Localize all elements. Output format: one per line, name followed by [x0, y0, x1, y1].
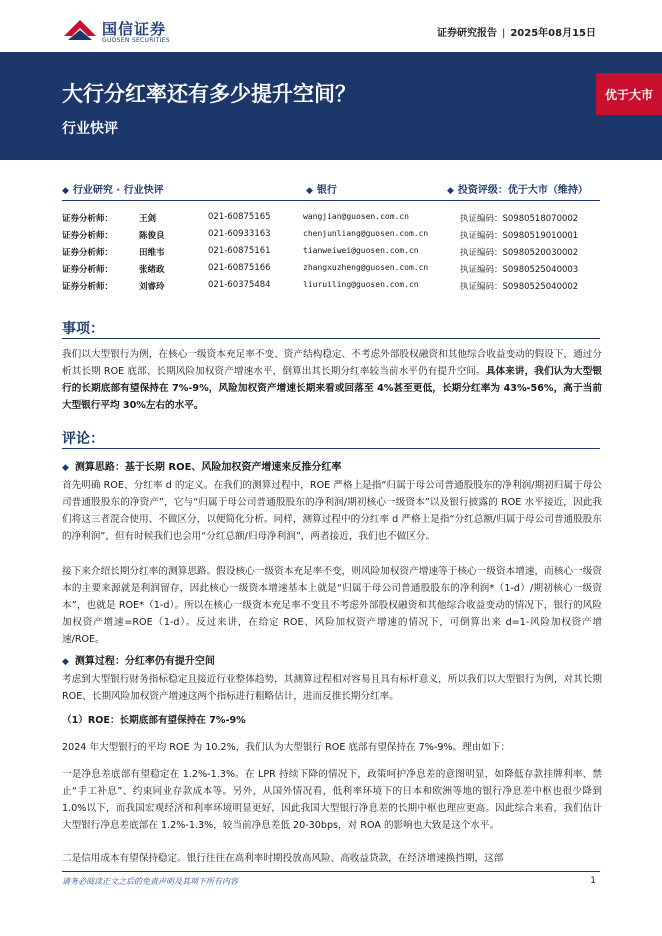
- report-subtitle: 行业快评: [62, 121, 118, 137]
- sector-label: ◆ 银行: [306, 185, 337, 196]
- paragraph-process: 考虑到大型银行财务指标稳定且接近行业整体趋势，其测算过程相对容易且具有标杆意义，所以我们以大型银行为例，对其长期 ROE、长期风险加权资产增速这两个指标进行粗略估计，进而反推长期分红率。: [62, 674, 602, 702]
- report-type: 证券研究报告: [436, 28, 497, 39]
- bullet-heading-process: ◆ 测算过程：分红率仍有提升空间: [62, 656, 215, 667]
- logo-text-cn: 国信证券: [102, 20, 167, 38]
- analyst-row: 证券分析师： 陈俊良 021-60933163 chenjunliang@guosen.com.cn 执证编码：S0980519010001: [62, 229, 579, 241]
- guosen-logo-icon: [62, 16, 98, 44]
- divider: [62, 448, 600, 449]
- diamond-bullet-icon: ◆: [62, 463, 69, 473]
- analyst-row: 证券分析师： 张绪政 021-60875166 zhangxuzheng@guosen.com.cn 执证编码：S0980525040003: [62, 263, 579, 275]
- footer-divider: [62, 871, 600, 872]
- category-label: ◆ 行业研究 · 行业快评: [62, 185, 164, 196]
- analyst-email[interactable]: zhangxuzheng@guosen.com.cn: [303, 263, 429, 272]
- guosen-logo: [62, 14, 202, 48]
- page-number: 1: [590, 876, 596, 886]
- report-date: 2025年08月15日: [510, 28, 596, 39]
- logo-text-en: GUOSEN SECURITIES: [102, 37, 171, 44]
- paragraph-method: 接下来介绍长期分红率的测算思路。假设核心一级资本充足率不变，则风险加权资产增速等于核心一级资本增速，而核心一级资本的主要来源就是利润留存，因此核心一级资本增速基本上就是“归属于母公司普通股股东的净利润*（1-d）/期初核心一级资本”，也就是 ROE*（1-d）。所以在核心一级资本充足率不变且不考虑外部股权融资和其他综合收益变动的情况下，银行的风险加权资产增速=ROE（1-d）。反过来讲，在给定 ROE、风险加权资产增速的情况下，可倒算出来 d=1-风险加权资产增速/ROE。: [62, 566, 602, 645]
- analyst-table: [62, 212, 602, 297]
- matters-paragraph: 我们以大型银行为例，在核心一级资本充足率不变、资产结构稳定、不考虑外部股权融资和其他综合收益变动的假设下，通过分析其长期 ROE 底部、长期风险加权资产增速水平，倒算出其长期分红率较当前水平仍有提升空间。具体来讲，我们认为大型银行的长期底部有望保持在 7%-9%，风险加权资产增速长期来看或回落至 4%甚至更低，长期分红率为 43%-56%，高于当前大型银行平均 30%左右的水平。: [62, 349, 603, 411]
- paragraph-roe: 2024 年大型银行的平均 ROE 为 10.2%，我们认为大型银行 ROE 底部有望保持在 7%-9%。理由如下：: [62, 742, 511, 753]
- analyst-email[interactable]: chenjunliang@guosen.com.cn: [303, 229, 429, 238]
- rating-label: ◆ 投资评级：优于大市（维持）: [447, 185, 588, 196]
- analyst-row: 证券分析师： 田维韦 021-60875161 tianweiwei@guosen.com.cn 执证编码：S0980520030002: [62, 246, 579, 258]
- analyst-email[interactable]: tianweiwei@guosen.com.cn: [303, 246, 419, 255]
- report-title: 大行分红率还有多少提升空间？: [62, 82, 356, 106]
- analyst-email[interactable]: wangjian@guosen.com.cn: [303, 212, 409, 221]
- divider: [62, 200, 600, 201]
- comments-heading: 评论：: [62, 431, 104, 447]
- bullet-heading-method: ◆ 测算思路：基于长期 ROE、风险加权资产增速来反推分红率: [62, 462, 342, 473]
- paragraph-definition: 首先明确 ROE、分红率 d 的定义。在我们的测算过程中，ROE 严格上是指“归属于母公司普通股股东的净利润/期初归属于母公司普通股股东的净资产”，它与“归属于母公司普通股股东的净利润/期初核心一级资本”以及银行披露的 ROE 水平接近，因此我们将这三者混合使用、不做区分，以便简化分析。同样，测算过程中的分红率 d 严格上是指“分红总额/归属于母公司普通股股东的净利润”，但有时候我们也会用“分红总额/归母净利润”，两者接近，我们也不做区分。: [62, 480, 602, 542]
- diamond-bullet-icon: ◆: [62, 186, 69, 196]
- title-banner: [0, 52, 662, 160]
- diamond-bullet-icon: ◆: [62, 657, 69, 667]
- analyst-row: 证券分析师： 刘睿玲 021-60375484 liuruiling@guosen.com.cn 执证编码：S0980525040002: [62, 280, 579, 292]
- diamond-bullet-icon: ◆: [306, 186, 313, 196]
- rating-tag: 优于大市: [596, 73, 662, 115]
- footer-disclaimer: 请务必阅读正文之后的免责声明及其项下所有内容: [62, 877, 238, 886]
- paragraph-credit-cost: 二是信用成本有望保持稳定。银行往往在高利率时期投放高风险、高收益贷款，在经济增速换挡期，这部: [62, 853, 504, 864]
- divider: [62, 338, 600, 339]
- subheading-roe: （1）ROE：长期底部有望保持在 7%-9%: [62, 715, 246, 726]
- report-meta: 证券研究报告 | 2025年08月15日: [436, 28, 596, 39]
- diamond-bullet-icon: ◆: [447, 186, 454, 196]
- analyst-row: 证券分析师： 王剑 021-60875165 wangjian@guosen.com.cn 执证编码：S0980518070002: [62, 212, 579, 224]
- paragraph-nim: 一是净息差底部有望稳定在 1.2%-1.3%。在 LPR 持续下降的情况下，政策呵护净息差的意图明显，如降低存款挂牌利率、禁止“手工补息”、约束同业存款成本等。另外，从国外情况看，低利率环境下的日本和欧洲等地的银行净息差中枢也很少降到 1.0%以下，而我国宏观经济和利率环境明显更好，因此我国大型银行净息差的长期中枢也理应更高。因此综合来看，我们估计大型银行净息差底部在 1.2%-1.3%，较当前净息差低 20-30bps，对 ROA 的影响也大致是这个水平。: [62, 769, 602, 831]
- analyst-email[interactable]: liuruiling@guosen.com.cn: [303, 280, 419, 289]
- matters-heading: 事项：: [62, 321, 104, 337]
